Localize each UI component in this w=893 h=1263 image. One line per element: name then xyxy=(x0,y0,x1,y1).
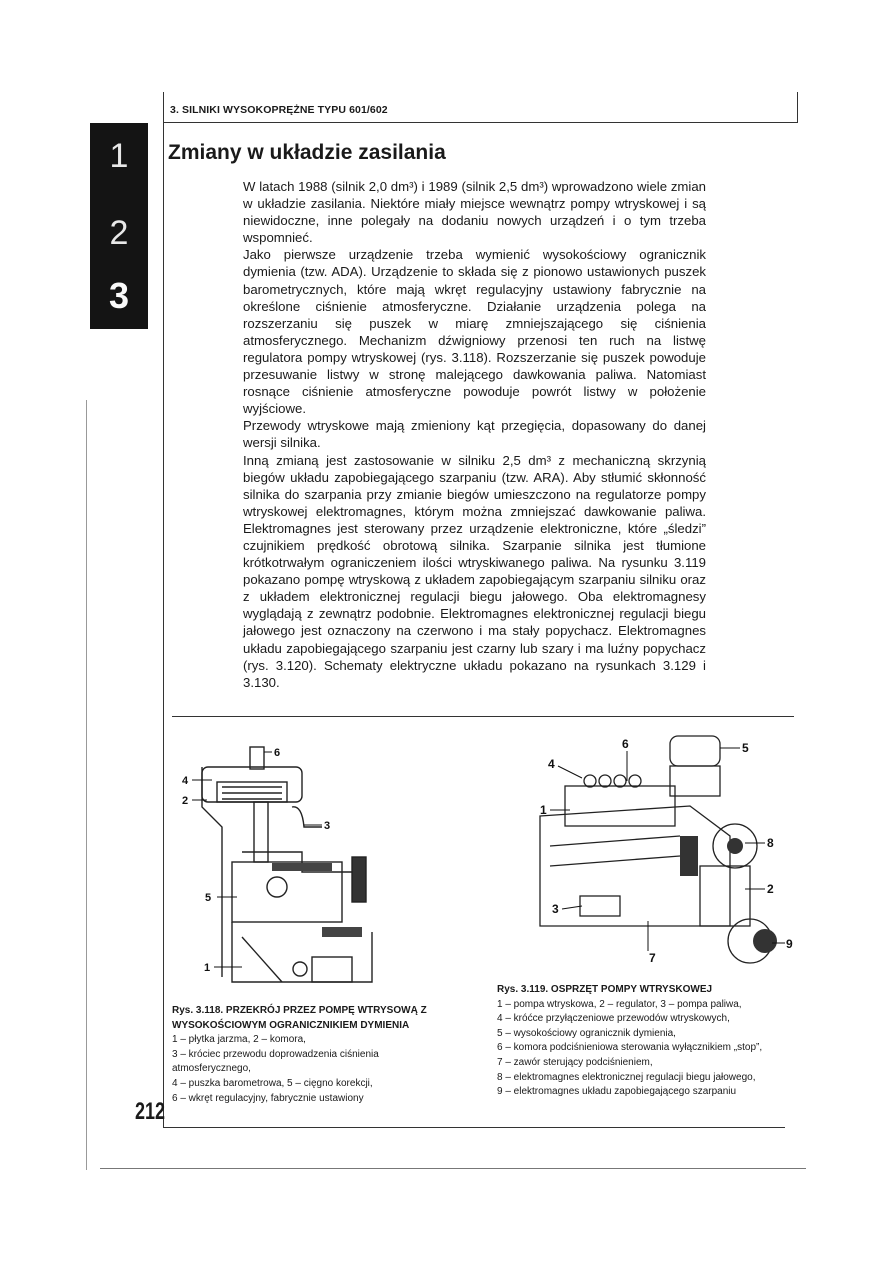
chapter-tab-1: 1 xyxy=(90,123,148,189)
paragraph: Jako pierwsze urządzenie trzeba wymienić wysokościowy ogranicznik dymienia (tzw. ADA). Urządzenie to składa się z pionowo ustawionych puszek barometrycznych, które mają wkręt regulacyjny ustawiony fabrycznie na określone ciśnienie atmosferyczne. Działanie urządzenia polega na rozszerzaniu się puszek w miarę zmniejszającego się ciśnienia atmosferycznego. Mechanizm dźwigniowy przenosi ten ruch na listwę regulatora pompy wtryskowej (rys. 3.118). Rozszerzanie się puszek powoduje przesuwanie listwy w stronę malejącego dawkowania paliwa. Natomiast rosnące ciśnienie atmosferyczne powoduje powrót listwy w położenie wyjściowe. xyxy=(243,247,706,417)
legend-item: 4 – króćce przyłączeniowe przewodów wtryskowych, xyxy=(497,1013,730,1025)
caption-title: Rys. 3.119. OSPRZĘT POMPY WTRYSKOWEJ xyxy=(497,984,713,995)
figure-3-118-caption xyxy=(172,1004,452,1106)
figure-3-119-caption xyxy=(497,983,797,1100)
callout-5: 5 xyxy=(742,741,749,755)
left-scan-edge xyxy=(86,400,87,1170)
callout-7: 7 xyxy=(649,951,656,965)
callout-2: 2 xyxy=(182,795,189,807)
callout-1: 1 xyxy=(540,803,547,817)
callout-1: 1 xyxy=(204,962,211,974)
section-title: Zmiany w układzie zasilania xyxy=(168,141,446,164)
paragraph: W latach 1988 (silnik 2,0 dm³) i 1989 (silnik 2,5 dm³) wprowadzono wiele zmian w układzie zasilania. Niektóre miały miejsce wewnątrz pompy wtryskowej i są niewidoczne, inne polegały na dodaniu nowych urządzeń i o tym trzeba wspomnieć. xyxy=(243,179,706,246)
page-bottom-rule xyxy=(100,1168,806,1169)
legend-item: 8 – elektromagnes elektronicznej regulacji biegu jałowego, xyxy=(497,1071,756,1083)
legend-item: 5 – wysokościowy ogranicznik dymienia, xyxy=(497,1027,676,1039)
caption-title: Rys. 3.118. PRZEKRÓJ PRZEZ POMPĘ WTRYSOWĄ Z WYSOKOŚCIOWYM OGRANICZNIKIEM DYMIENIA xyxy=(172,1005,427,1031)
callout-4: 4 xyxy=(548,757,555,771)
paragraph: Przewody wtryskowe mają zmieniony kąt przegięcia, dopasowany do danej wersji silnika. xyxy=(243,418,706,451)
figures-top-rule xyxy=(172,716,794,717)
callout-4: 4 xyxy=(182,775,189,787)
running-head: 3. SILNIKI WYSOKOPRĘŻNE TYPU 601/602 xyxy=(170,104,388,116)
figure-3-118-pump-cross-section xyxy=(172,737,444,1005)
page-number: 212 xyxy=(135,1098,166,1125)
callout-2: 2 xyxy=(767,882,774,896)
legend-item: 6 – komora podciśnieniowa sterowania wyłącznikiem „stop”, xyxy=(497,1042,763,1054)
right-margin-rule xyxy=(797,92,798,122)
tab-separator xyxy=(90,189,148,203)
legend-item: 1 – pompa wtryskowa, 2 – regulator, 3 – pompa paliwa, xyxy=(497,998,742,1010)
chapter-tab-3-active: 3 xyxy=(90,263,148,329)
legend-item: 4 – puszka barometrowa, 5 – cięgno korekcji, xyxy=(172,1077,373,1089)
legend-item: 6 – wkręt regulacyjny, fabrycznie ustawiony xyxy=(172,1092,364,1104)
chapter-tab-2: 2 xyxy=(90,203,148,263)
legend-item: 9 – elektromagnes układu zapobiegającego szarpaniu xyxy=(497,1086,737,1098)
left-margin-rule xyxy=(163,92,164,1128)
callout-9: 9 xyxy=(786,937,793,951)
legend-item: 3 – króciec przewodu doprowadzenia ciśnienia atmosferycznego, xyxy=(172,1048,379,1075)
footer-rule xyxy=(163,1127,785,1128)
legend-item: 1 – płytka jarzma, 2 – komora, xyxy=(172,1034,306,1046)
header-rule xyxy=(163,122,798,123)
legend-item: 7 – zawór sterujący podciśnieniem, xyxy=(497,1056,653,1068)
callout-3: 3 xyxy=(324,820,331,832)
callout-6: 6 xyxy=(274,747,281,759)
callout-5: 5 xyxy=(205,892,212,904)
figure-3-119-pump-accessories xyxy=(520,726,800,984)
paragraph: Inną zmianą jest zastosowanie w silniku 2,5 dm³ z mechaniczną skrzynią biegów układu zapobiegającego szarpaniu (tzw. ARA). Aby stłumić skłonność silnika do szarpania przy zmianie biegów umieszczono na regulatorze pompy wtryskowej elektromagnes, którym można zmniejszać dawkowanie paliwa. Elektromagnes jest sterowany przez urządzenie elektroniczne, które „śledzi” czujnikiem prędkość obrotową silnika. Szarpanie silnika jest tłumione krótkotrwałym ograniczeniem ilości wtryskiwanego paliwa. Na rysunku 3.119 pokazano pompę wtryskową z układem zapobiegającym szarpaniu silniku oraz z układem elektronicznej regulacji biegu jałowego. Oba elektromagnesy wyglądają z zewnątrz podobnie. Elektromagnes elektronicznej regulacji biegu jałowego jest oznaczony na czerwono i ma stały popychacz. Elektromagnes układu zapobiegającego szarpaniu jest czarny lub szary i ma luźny popychacz (rys. 3.120). Schematy elektryczne układu pokazano na rysunkach 3.129 i 3.130. xyxy=(243,452,706,690)
chapter-tabs xyxy=(90,123,148,329)
callout-6: 6 xyxy=(622,737,629,751)
callout-8: 8 xyxy=(767,836,774,850)
callout-3: 3 xyxy=(552,902,559,916)
body-text xyxy=(243,178,706,691)
